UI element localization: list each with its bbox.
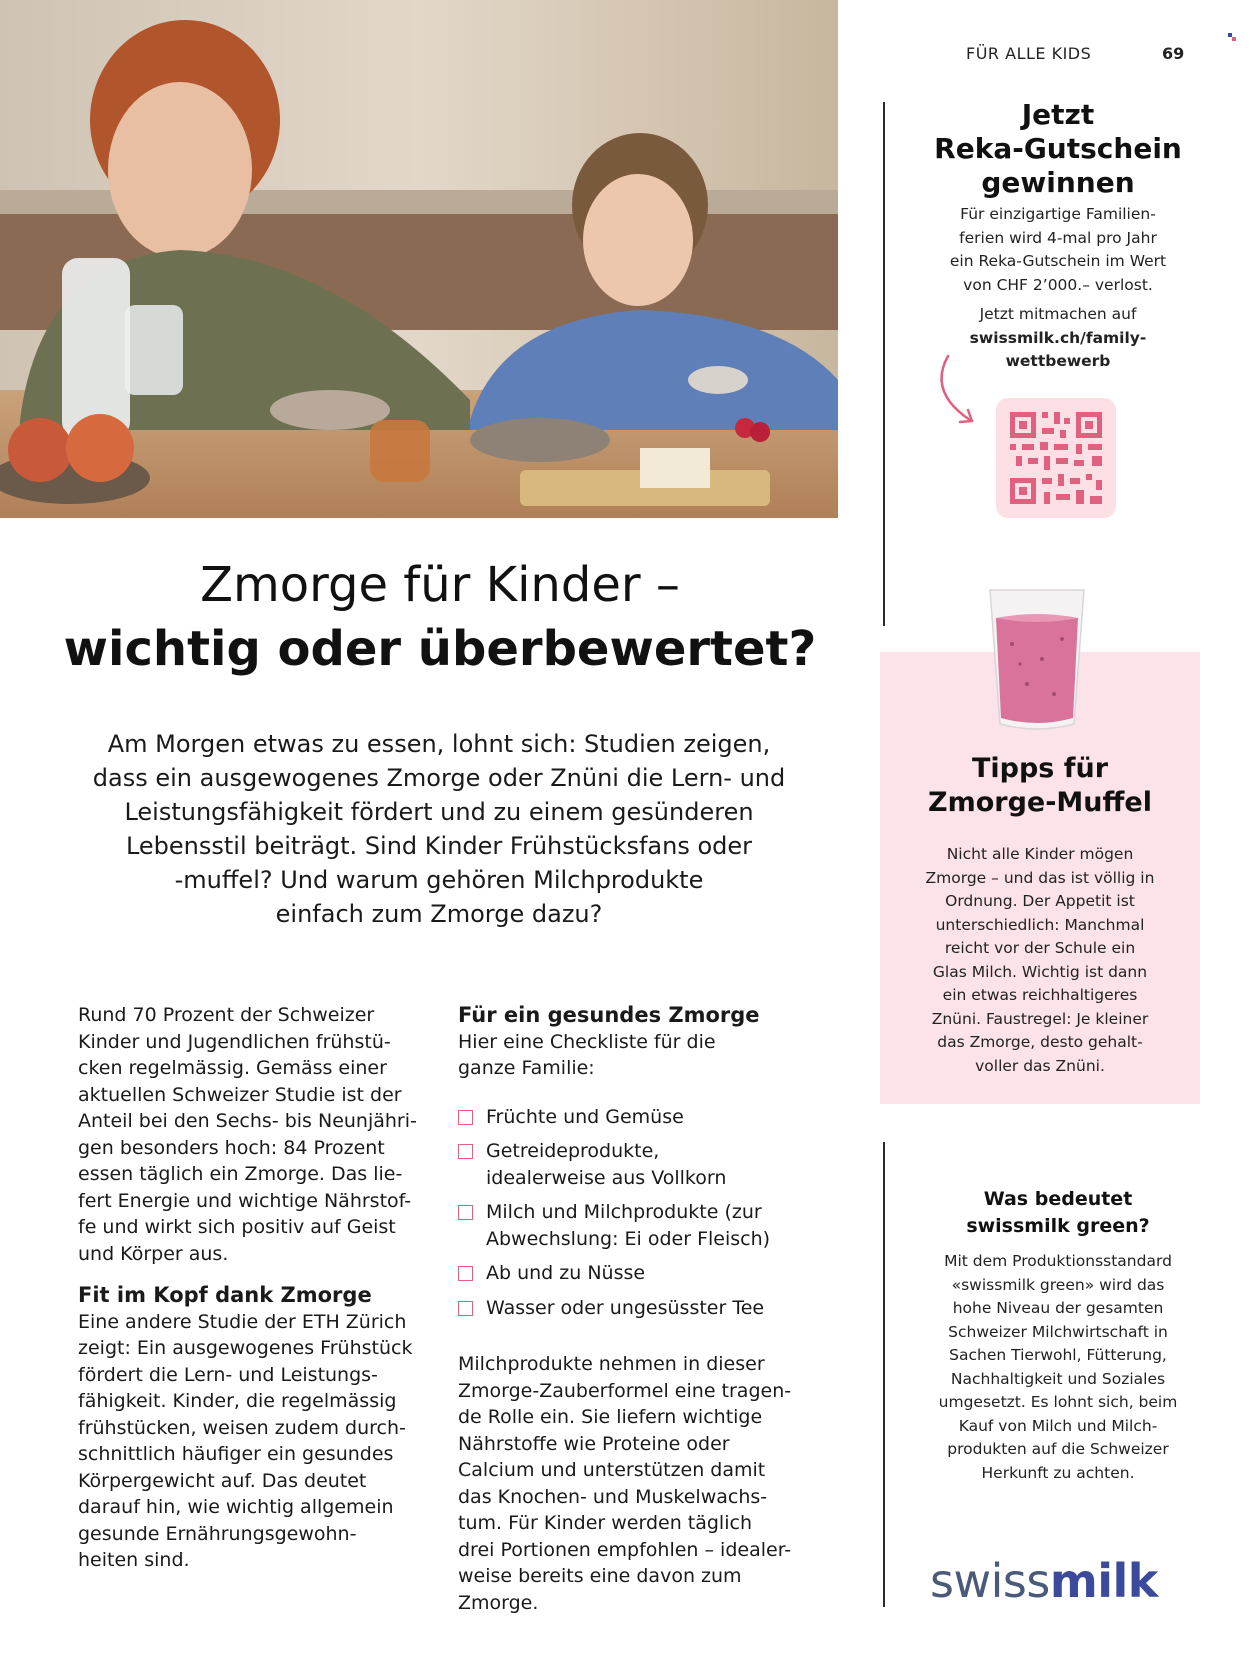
page-number: 69 [1162,44,1185,63]
green-text: Mit dem Produktionsstandard «swissmilk green» wird das hohe Niveau der gesamten Schweizer Milchwirtschaft in Sachen Tierwohl, Fütterung, Nachhaltigkeit und Soziales umgesetzt. Es lohnt sich, beim Kauf von Milch und Milch- produkten auf die Schweizer Herkunft zu achten. [938,1252,1178,1482]
qr-code-icon[interactable] [996,398,1116,518]
tipps-text: Nicht alle Kinder mögen Zmorge – und das ist völlig in Ordnung. Der Appetit ist unterschiedlich: Manchmal reicht vor der Schule ein Glas Milch. Wichtig ist dann ein etwas reichhaltigeres Znüni. Faustregel: Je kleiner das Zmorge, desto gehalt- voller das Znüni. [925,845,1155,1075]
checklist-item[interactable]: Früchte und Gemüse [458,1104,818,1131]
breakfast-photo [0,0,838,518]
divider-bottom [883,1142,885,1607]
checkbox-icon[interactable] [458,1110,473,1125]
col1-paragraph-1: Rund 70 Prozent der Schweizer Kinder und Jugendlichen frühstü- cken regelmässig. Gemäss einer aktuellen Schweizer Studie ist der Anteil bei den Sechs- bis Neunjähri- gen besonders hoch: 84 Prozent essen täglich ein Zmorge. Das lie- fert Energie und wichtige Nährstof- fe und wirkt sich positiv auf Geist und Körper aus. [78,1004,417,1265]
reka-link[interactable]: swissmilk.ch/family- wettbewerb [969,328,1147,370]
col1-subheading: Fit im Kopf dank Zmorge [78,1283,372,1307]
column-1 [78,1002,438,1574]
col2-intro: Hier eine Checkliste für die ganze Familie: [458,1030,716,1079]
col2-subheading: Für ein gesundes Zmorge [458,1003,760,1027]
headline-line-1: Zmorge für Kinder – [200,557,680,613]
corner-mark-icon [1228,33,1236,41]
reka-cta: Jetzt mitmachen auf swissmilk.ch/family- wettbewerb [920,303,1196,374]
checklist-item[interactable]: Milch und Milchprodukte (zur Abwechslung: Ei oder Fleisch) [458,1199,818,1252]
section-label: FÜR ALLE KIDS [966,44,1092,63]
curved-arrow-icon [930,352,1000,432]
green-title: Was bedeutet swissmilk green? [966,1188,1150,1237]
lead-paragraph: Am Morgen etwas zu essen, lohnt sich: Studien zeigen, dass ein ausgewogenes Zmorge oder Znüni die Lern- und Leistungsfähigkeit fördert und zu einem gesünderen Lebensstil beiträgt. Sind Kinder Frühstücksfans oder -muffel? Und warum gehören Milchprodukte einfach zum Zmorge dazu? [92,730,786,928]
column-2 [458,1002,818,1616]
checkbox-icon[interactable] [458,1205,473,1220]
checklist-item[interactable]: Ab und zu Nüsse [458,1260,818,1287]
checkbox-icon[interactable] [458,1301,473,1316]
swissmilk-logo: swissmilk [930,1554,1158,1608]
divider-top [883,102,885,626]
checklist-item[interactable]: Wasser oder ungesüsster Tee [458,1295,818,1322]
reka-title: Jetzt Reka-Gutschein gewinnen [934,98,1182,199]
checkbox-icon[interactable] [458,1144,473,1159]
reka-text: Für einzigartige Familien- ferien wird 4-mal pro Jahr ein Reka-Gutschein im Wert von CHF 2’000.– verlost. [949,205,1167,294]
checkbox-icon[interactable] [458,1266,473,1281]
checklist-item[interactable]: Getreideprodukte, idealerweise aus Vollkorn [458,1138,818,1191]
tipps-title: Tipps für Zmorge-Muffel [928,753,1152,818]
col2-paragraph-2: Milchprodukte nehmen in dieser Zmorge-Zauberformel eine tragen- de Rolle ein. Sie liefern wichtige Nährstoffe wie Proteine oder Calcium und unterstützen damit das Knochen- und Muskelwachs- tum. Für Kinder werden täglich drei Portionen empfohlen – idealer- weise bereits eine davon zum Zmorge. [458,1353,792,1614]
headline-line-2: wichtig oder überbewertet? [63,621,817,677]
checklist [458,1104,818,1322]
smoothie-glass-illustration [982,584,1092,734]
col1-paragraph-2: Eine andere Studie der ETH Zürich zeigt: Ein ausgewogenes Frühstück fördert die Lern- und Leistungs- fähigkeit. Kinder, die regelmässig frühstücken, weisen zudem durch- schnittlich häufiger ein gesundes Körpergewicht auf. Das deutet darauf hin, wie wichtig allgemein gesunde Ernährungsgewohn- heiten sind. [78,1310,413,1571]
page-title [40,553,840,681]
